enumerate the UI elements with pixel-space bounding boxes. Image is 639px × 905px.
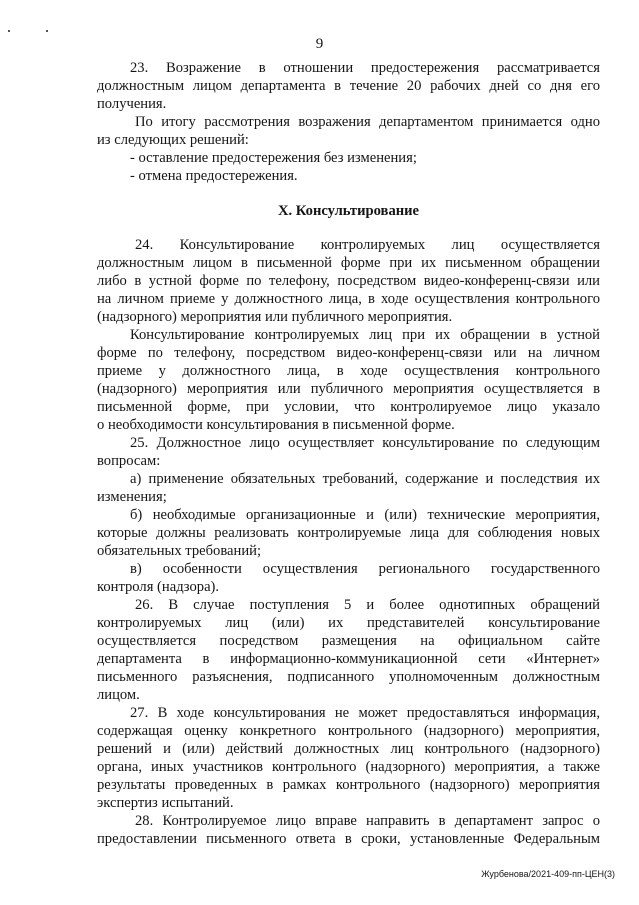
text-line: письменной форме, при условии, что контролируемое лицо указало (97, 399, 600, 415)
text-line: - оставление предостережения без изменения; (130, 150, 417, 166)
text-line: Консультирование контролируемых лиц при их обращении в устной (130, 327, 600, 343)
text-line: которые должны реализовать контролируемые лица для соблюдения новых (97, 525, 600, 541)
text-line: 23. Возражение в отношении предостережения рассматривается (130, 60, 600, 76)
text-line: должностным лицом в письменной форме при их письменном обращении (97, 255, 600, 271)
section-heading: X. Консультирование (277, 203, 420, 219)
text-line: департамента в информационно-коммуникационной сети «Интернет» (97, 651, 600, 667)
text-line: в) особенности осуществления регионального государственного (130, 561, 600, 577)
text-line: форме по телефону, посредством видео-конференц-связи или на личном (97, 345, 600, 361)
text-line: контролируемых лиц (или) их представителей консультирование (97, 615, 600, 631)
text-line: б) необходимые организационные и (или) технические мероприятия, (130, 507, 600, 523)
text-line: 28. Контролируемое лицо вправе направить в департамент запрос о (135, 813, 600, 829)
text-line: (надзорного) мероприятия или публичного мероприятия осуществляется в (97, 381, 600, 397)
scan-dot (8, 30, 10, 32)
text-line: 26. В случае поступления 5 и более однотипных обращений (135, 597, 600, 613)
text-line: результаты проведенных в рамках контрольного (надзорного) мероприятия (97, 777, 600, 793)
text-line: получения. (97, 96, 167, 112)
text-line: - отмена предостережения. (130, 168, 298, 184)
text-line: приеме у должностного лица, в ходе осуществления контрольного (97, 363, 600, 379)
text-line: должностным лицом департамента в течение 20 рабочих дней со дня его (97, 78, 600, 94)
text-line: (надзорного) мероприятия или публичного мероприятия. (97, 309, 453, 325)
text-line: лицом. (97, 687, 140, 703)
scan-dot (46, 30, 48, 32)
text-line: 24. Консультирование контролируемых лиц осуществляется (135, 237, 600, 253)
text-line: органа, иных участников контрольного (надзорного) мероприятия, а также (97, 759, 600, 775)
text-line: обязательных требований; (97, 543, 262, 559)
text-line: а) применение обязательных требований, содержание и последствия их (130, 471, 600, 487)
document-footer-code: Журбенова/2021-409-пп-ЦЕН(3) (481, 869, 615, 879)
text-line: из следующих решений: (97, 132, 249, 148)
text-line: о необходимости консультирования в письменной форме. (97, 417, 455, 433)
text-line: изменения; (97, 489, 167, 505)
text-line: По итогу рассмотрения возражения департаментом принимается одно (135, 114, 600, 130)
text-line: вопросам: (97, 453, 161, 469)
text-line: 25. Должностное лицо осуществляет консультирование по следующим (130, 435, 600, 451)
text-line: предоставлении письменного ответа в сроки, установленные Федеральным (97, 831, 600, 847)
text-line: на личном приеме у должностного лица, в ходе осуществления контрольного (97, 291, 600, 307)
page-number: 9 (315, 36, 324, 52)
text-line: контроля (надзора). (97, 579, 220, 595)
text-line: решений и (или) действий должностных лиц контрольного (надзорного) (97, 741, 600, 757)
text-line: экспертиз испытаний. (97, 795, 234, 811)
text-line: осуществляется посредством размещения на официальном сайте (97, 633, 600, 649)
text-line: письменного разъяснения, подписанного уполномоченным должностным (97, 669, 600, 685)
text-line: 27. В ходе консультирования не может предоставляться информация, (130, 705, 600, 721)
text-line: содержащая оценку конкретного контрольного (надзорного) мероприятия, (97, 723, 600, 739)
text-line: либо в устной форме по телефону, посредством видео-конференц-связи или (97, 273, 600, 289)
